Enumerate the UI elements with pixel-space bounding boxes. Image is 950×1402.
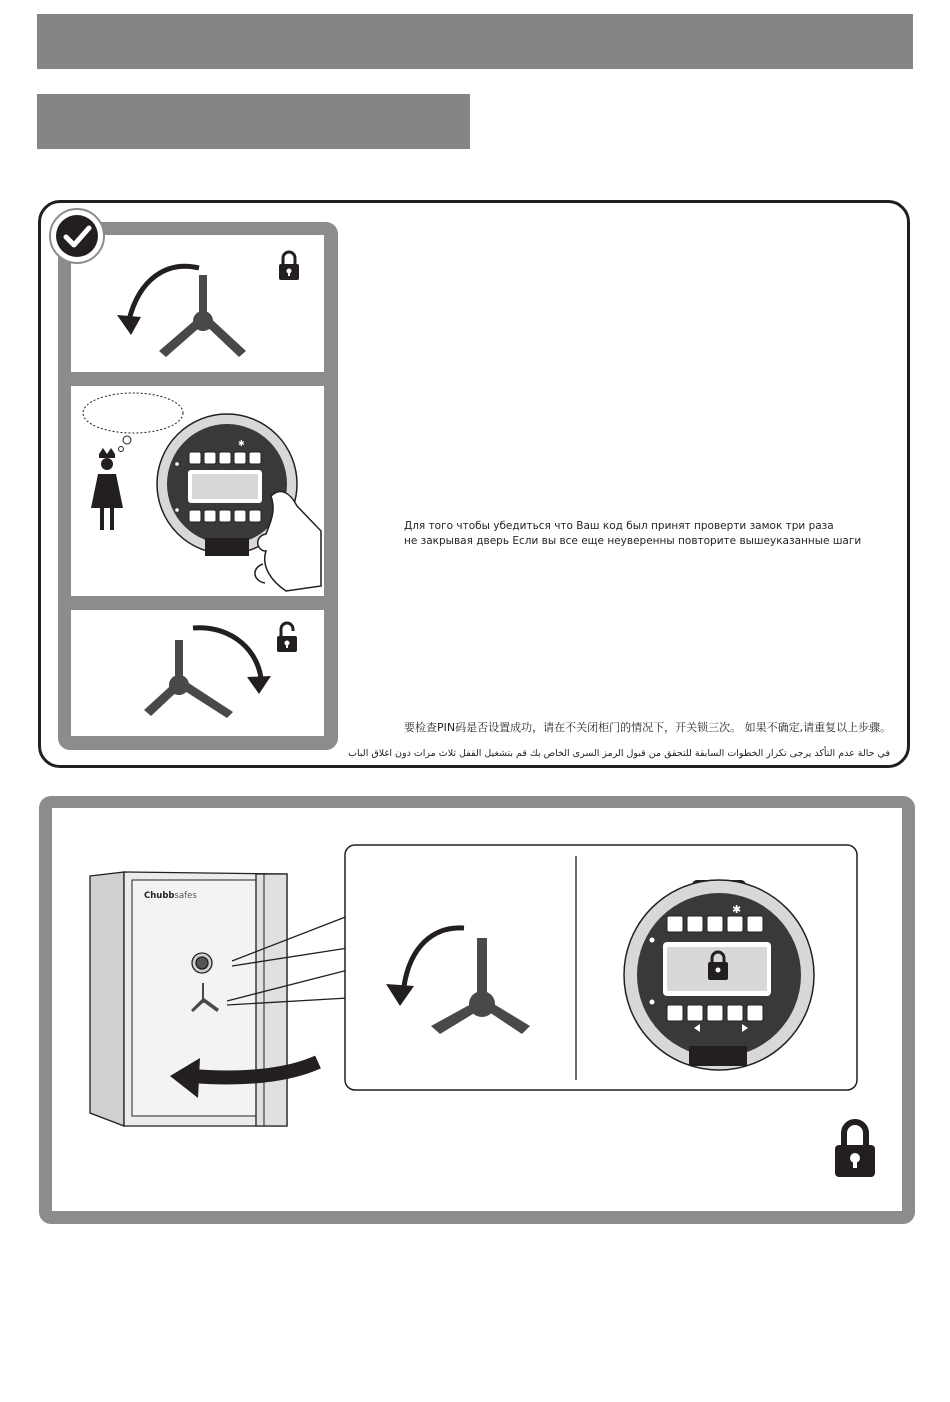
clockwise-arrow-icon (193, 628, 261, 678)
instruction-russian-line1: Для того чтобы убедиться что Ваш код был принят проверти замок три раза (404, 520, 834, 532)
instruction-arabic: في حالة عدم التأكد يرجى تكرار الخطوات السابقة للتحقق من قبول الرمز السرى الخاص بك قم بتشغيل القفل ثلاث مرات دون اغلاق الباب (348, 748, 890, 759)
panel-turn-lock (71, 235, 324, 372)
counterclockwise-arrow-icon (129, 266, 199, 320)
panel-keypad (71, 386, 324, 596)
section-title-bar (37, 94, 470, 149)
safe-brand-logo: Chubbsafes (144, 891, 197, 901)
svg-text:✱: ✱ (238, 439, 245, 448)
padlock-large-icon (835, 1122, 875, 1177)
electronic-lock-locked-icon (624, 880, 814, 1070)
lower-illustration (52, 808, 902, 1211)
instruction-russian-line2: не закрывая дверь Если вы все еще неуверенны повторите вышеуказанные шаги (404, 535, 862, 547)
handle-icon (144, 640, 233, 718)
instruction-chinese: 要检查PIN码是否设置成功，请在不关闭柜门的情况下，开关锁三次。 如果不确定,请重复以上步骤。 (404, 721, 892, 734)
header-title-bar (37, 14, 913, 69)
svg-text:✱: ✱ (732, 903, 742, 916)
person-icon (91, 448, 123, 530)
thought-bubble-icon (83, 393, 183, 433)
panel-turn-open (71, 610, 324, 736)
padlock-closed-icon (279, 252, 299, 280)
padlock-open-icon (277, 623, 297, 652)
handle-icon (159, 275, 246, 357)
checkmark-badge (49, 208, 105, 264)
